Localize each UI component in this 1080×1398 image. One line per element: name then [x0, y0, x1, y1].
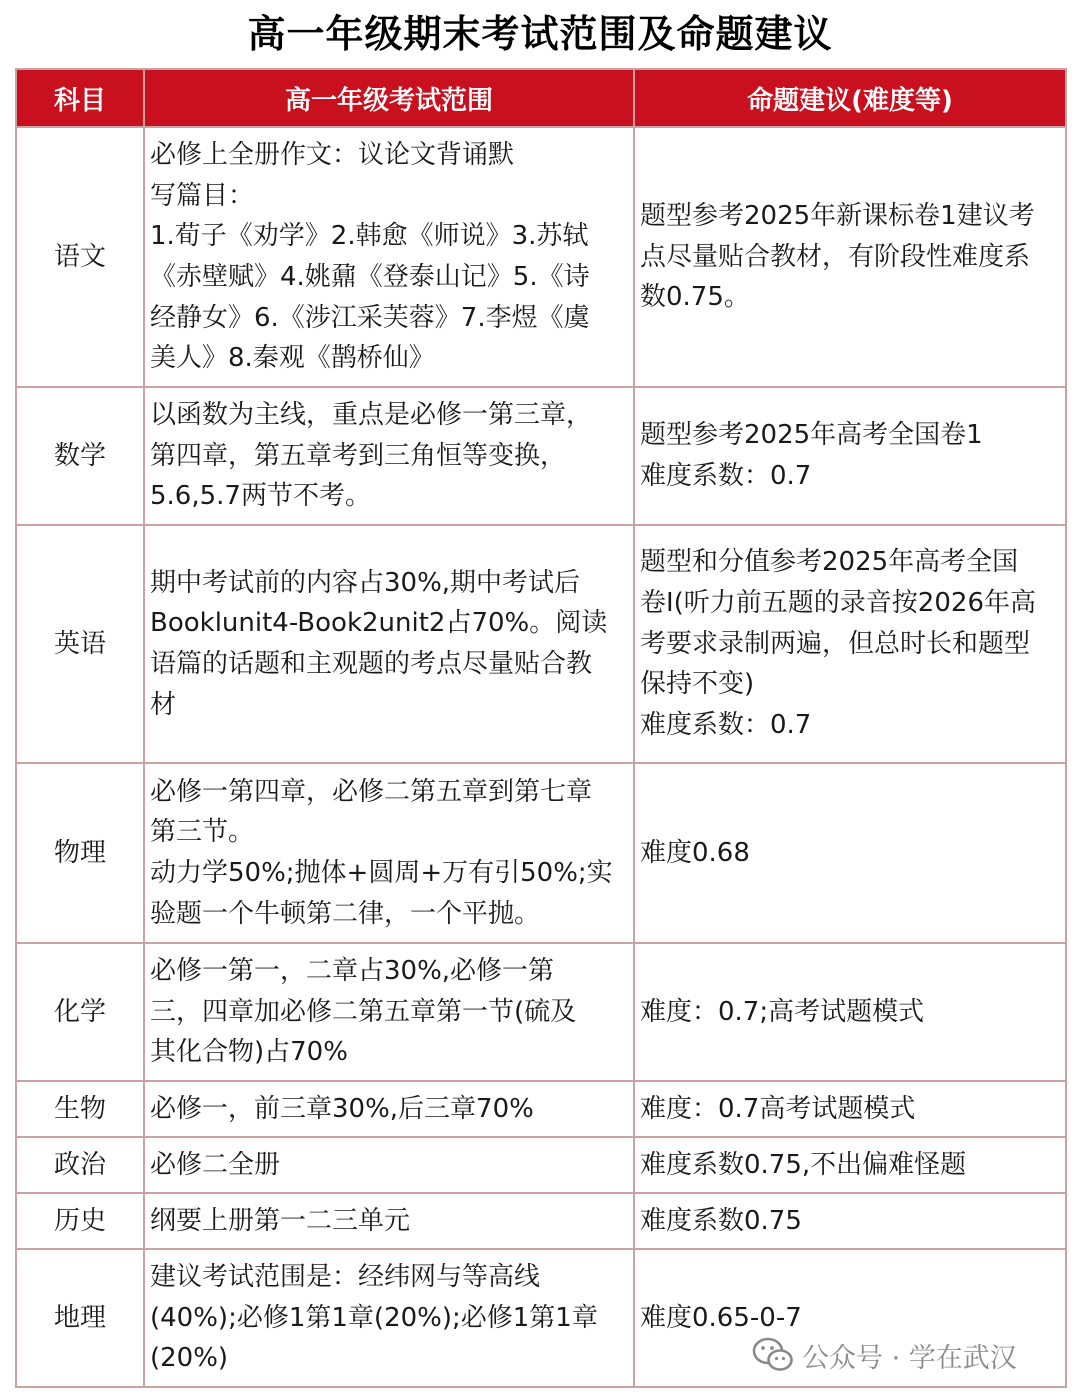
scope-cell — [144, 387, 634, 525]
subject-cell: 生物 — [16, 1081, 144, 1137]
table-row — [16, 127, 1066, 387]
subject-cell: 语文 — [16, 127, 144, 387]
subject-cell: 物理 — [16, 763, 144, 943]
header-subject: 科目 — [16, 69, 144, 127]
scope-line: 必修一第四章，必修二第五章到第七章 — [150, 776, 593, 807]
advice-line: 题型参考2025年高考全国卷1 — [640, 420, 983, 451]
subject-cell: 历史 — [16, 1193, 144, 1249]
watermark — [752, 1335, 1017, 1375]
scope-line: 写篇目： — [150, 180, 255, 211]
subject-cell: 政治 — [16, 1137, 144, 1193]
advice-cell — [634, 387, 1066, 525]
table-row — [16, 1081, 1066, 1137]
scope-line: 《赤壁赋》4.姚鼐《登泰山记》5.《诗 — [150, 262, 590, 292]
exam-scope-table — [15, 68, 1067, 1388]
scope-line: Booklunit4-Book2unit2占70%。阅读 — [150, 608, 608, 639]
scope-cell — [144, 943, 634, 1081]
advice-cell — [634, 763, 1066, 943]
watermark-text: 公众号 · 学在武汉 — [802, 1342, 1017, 1374]
advice-line: 难度系数0.75 — [640, 1205, 802, 1236]
scope-line: 以函数为主线，重点是必修一第三章， — [150, 399, 593, 430]
advice-line: 题型参考2025年新课标卷1建议考 — [640, 200, 1035, 231]
scope-line: 美人》8.秦观《鹊桥仙》 — [150, 343, 435, 374]
advice-line: 题型和分值参考2025年高考全国 — [640, 547, 1019, 578]
scope-line: 必修一第一，二章占30%,必修一第 — [150, 955, 555, 986]
table-row — [16, 1193, 1066, 1249]
scope-line: 三，四章加必修二第五章第一节(硫及 — [150, 996, 577, 1027]
advice-line: 难度系数：0.7 — [640, 710, 812, 741]
scope-line: 必修上全册作文：议论文背诵默 — [150, 139, 515, 170]
advice-cell — [634, 525, 1066, 763]
table-row — [16, 763, 1066, 943]
table-row — [16, 525, 1066, 763]
table-row — [16, 1137, 1066, 1193]
subject-cell: 数学 — [16, 387, 144, 525]
scope-cell — [144, 127, 634, 387]
advice-line: 保持不变) — [640, 669, 755, 700]
scope-line: 语篇的话题和主观题的考点尽量贴合教 — [150, 649, 593, 679]
scope-line: 纲要上册第一二三单元 — [150, 1205, 411, 1236]
scope-cell — [144, 1081, 634, 1137]
advice-line: 点尽量贴合教材，有阶段性难度系 — [640, 241, 1031, 272]
scope-line: 期中考试前的内容占30%,期中考试后 — [150, 567, 581, 598]
advice-line: 难度系数0.75,不出偏难怪题 — [640, 1149, 967, 1180]
advice-cell — [634, 1137, 1066, 1193]
scope-cell — [144, 1249, 634, 1387]
advice-line: 考要求录制两遍，但总时长和题型 — [640, 628, 1031, 659]
advice-line: 难度系数：0.7 — [640, 461, 812, 491]
advice-line: 难度0.68 — [640, 837, 750, 868]
scope-line: 5.6,5.7两节不考。 — [150, 481, 371, 512]
subject-cell: 化学 — [16, 943, 144, 1081]
scope-cell — [144, 525, 634, 763]
scope-line: 建议考试范围是：经纬网与等高线 — [150, 1261, 541, 1292]
advice-cell — [634, 943, 1066, 1081]
advice-cell — [634, 1193, 1066, 1249]
advice-cell — [634, 127, 1066, 387]
scope-line: 必修二全册 — [150, 1149, 281, 1180]
header-scope: 高一年级考试范围 — [144, 69, 634, 127]
scope-line: (40%);必修1第1章(20%);必修1第1章 — [150, 1302, 598, 1333]
advice-cell — [634, 1081, 1066, 1137]
page-title: 高一年级期末考试范围及命题建议 — [247, 12, 833, 56]
header-advice: 命题建议(难度等) — [634, 69, 1066, 127]
wechat-icon — [752, 1335, 794, 1375]
advice-line: 卷I(听力前五题的录音按2026年高 — [640, 587, 1036, 618]
scope-line: 经静女》6.《涉江采芙蓉》7.李煜《虞 — [150, 302, 590, 333]
table-row — [16, 387, 1066, 525]
scope-line: 其化合物)占70% — [150, 1037, 348, 1068]
scope-line: 第三节。 — [150, 817, 255, 848]
advice-line: 难度0.65-0-7 — [640, 1302, 802, 1333]
subject-cell: 地理 — [16, 1249, 144, 1387]
scope-line: (20%) — [150, 1343, 229, 1374]
scope-line: 1.荀子《劝学》2.韩愈《师说》3.苏轼 — [150, 221, 589, 252]
advice-line: 难度：0.7高考试题模式 — [640, 1093, 916, 1124]
advice-line: 数0.75。 — [640, 282, 750, 313]
table-row — [16, 943, 1066, 1081]
scope-line: 动力学50%;抛体+圆周+万有引50%;实 — [150, 858, 613, 888]
scope-cell — [144, 1137, 634, 1193]
table-header-row — [16, 69, 1066, 127]
subject-cell: 英语 — [16, 525, 144, 763]
scope-cell — [144, 1193, 634, 1249]
scope-line: 验题一个牛顿第二律，一个平抛。 — [150, 898, 541, 929]
scope-line: 材 — [150, 689, 177, 720]
advice-line: 难度：0.7;高考试题模式 — [640, 996, 925, 1027]
scope-cell — [144, 763, 634, 943]
scope-line: 第四章，第五章考到三角恒等变换， — [150, 440, 567, 471]
scope-line: 必修一，前三章30%,后三章70% — [150, 1093, 534, 1124]
